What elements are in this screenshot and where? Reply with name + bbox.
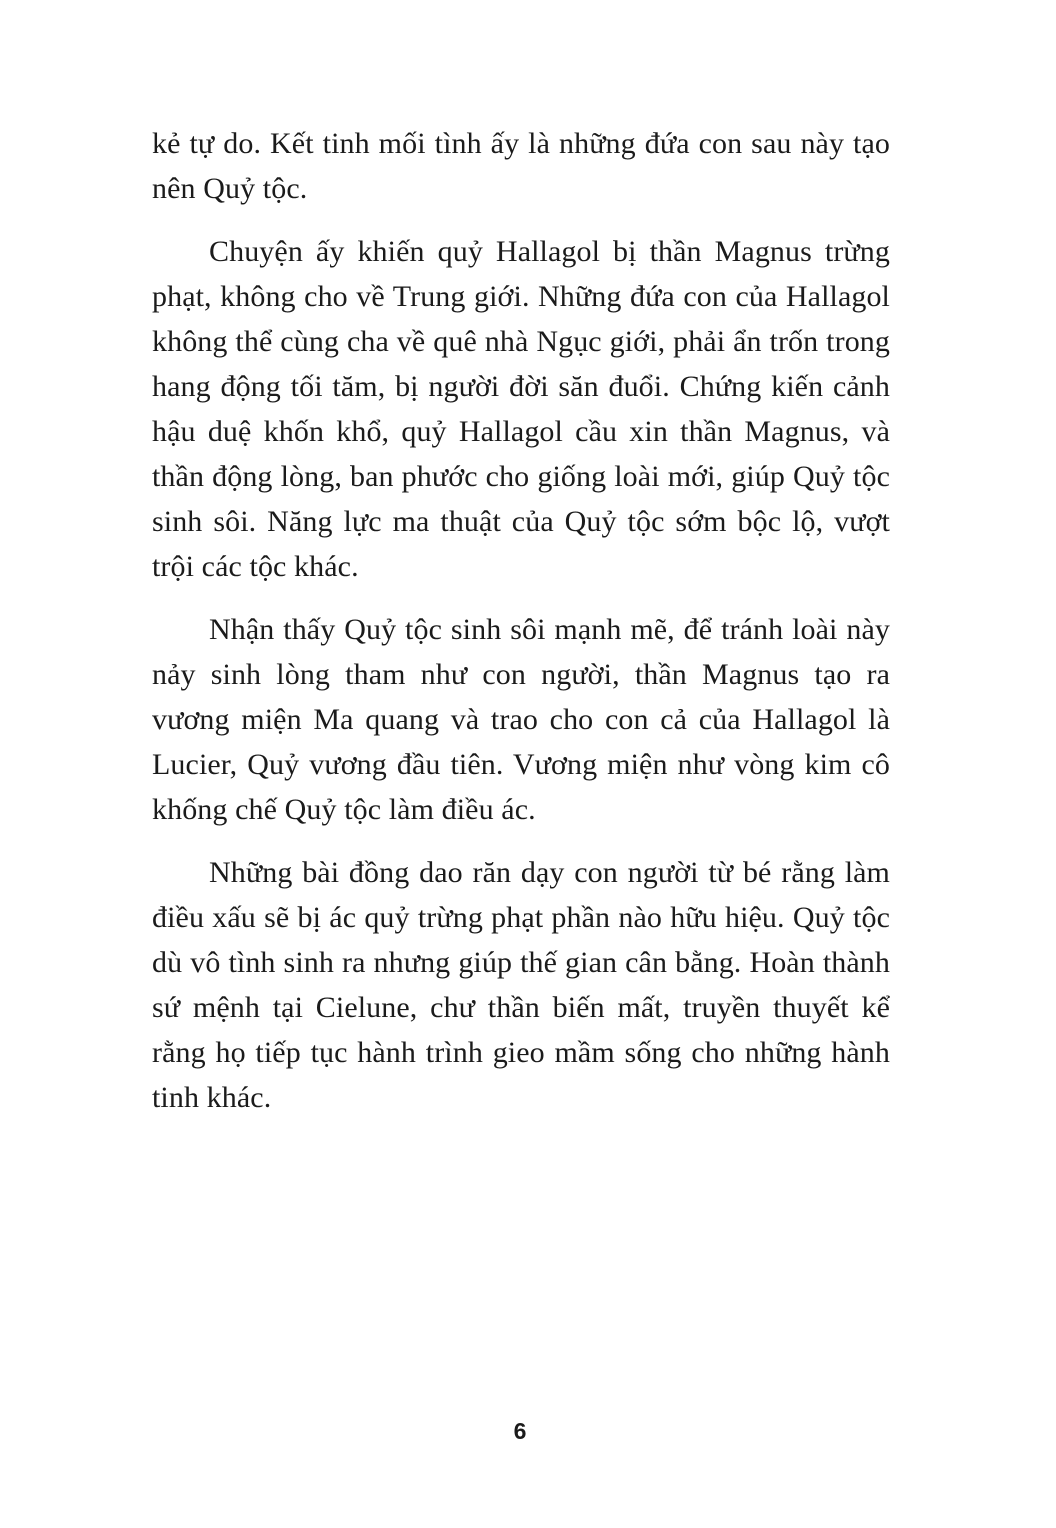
paragraph: Những bài đồng dao răn dạy con người từ bé rằng làm điều xấu sẽ bị ác quỷ trừng phạt phần nào hữu hiệu. Quỷ tộc dù vô tình sinh ra nhưng giúp thế gian cân bằng. Hoàn thành sứ mệnh tại Cielune, chư thần biến mất, truyền thuyết kể rằng họ tiếp tục hành trình gieo mầm sống cho những hành tinh khác. <box>152 856 890 1114</box>
paragraph: Nhận thấy Quỷ tộc sinh sôi mạnh mẽ, để tránh loài này nảy sinh lòng tham như con người, thần Magnus tạo ra vương miện Ma quang và trao cho con cả của Hallagol là Lucier, Quỷ vương đầu tiên. Vương miện như vòng kim cô khống chế Quỷ tộc làm điều ác. <box>152 613 890 826</box>
body-text-block <box>152 121 890 1138</box>
paragraph: Chuyện ấy khiến quỷ Hallagol bị thần Magnus trừng phạt, không cho về Trung giới. Những đứa con của Hallagol không thể cùng cha về quê nhà Ngục giới, phải ẩn trốn trong hang động tối tăm, bị người đời săn đuổi. Chứng kiến cảnh hậu duệ khốn khổ, quỷ Hallagol cầu xin thần Magnus, và thần động lòng, ban phước cho giống loài mới, giúp Quỷ tộc sinh sôi. Năng lực ma thuật của Quỷ tộc sớm bộc lộ, vượt trội các tộc khác. <box>152 235 890 583</box>
page-footer <box>0 1418 1040 1445</box>
paragraph-continuation: kẻ tự do. Kết tinh mối tình ấy là những đứa con sau này tạo nên Quỷ tộc. <box>152 127 890 205</box>
page-number: 6 <box>513 1418 527 1444</box>
